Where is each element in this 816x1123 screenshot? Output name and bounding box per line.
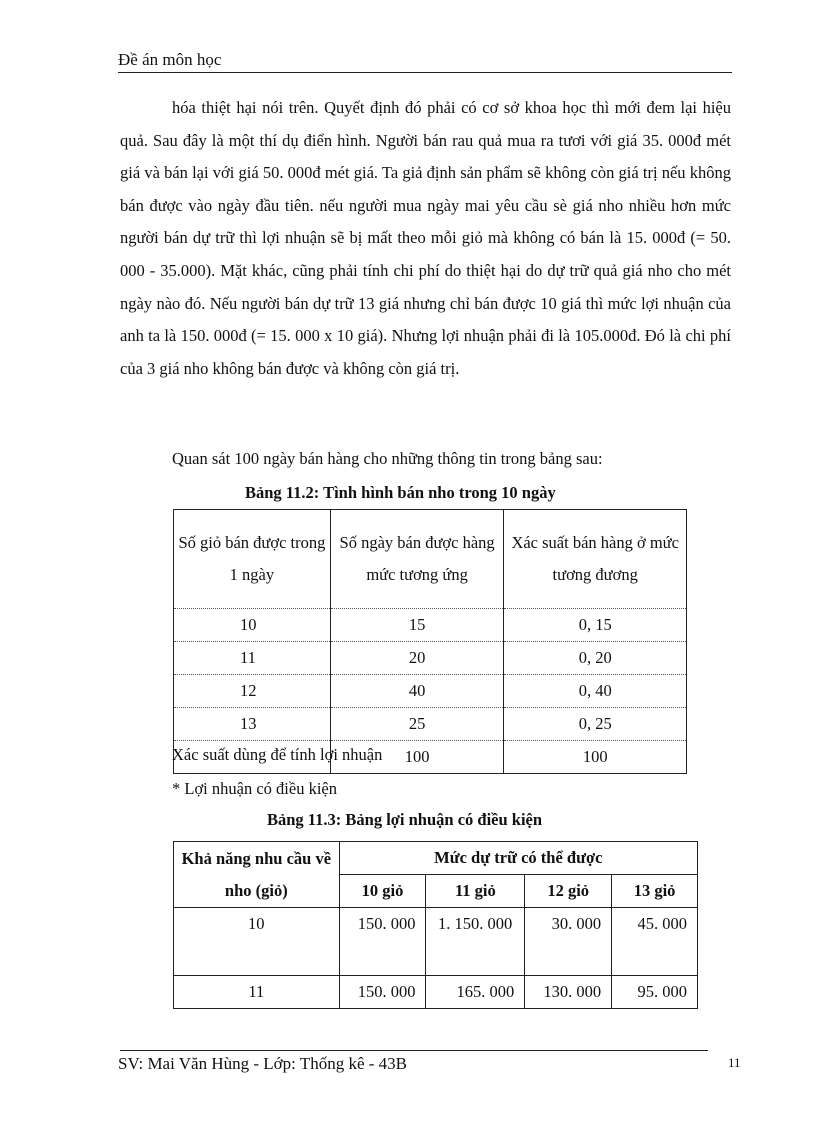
table-conditional-profit — [173, 841, 698, 1009]
table-row — [174, 609, 687, 642]
table-cell: 10 — [174, 908, 340, 976]
table2-column-header: 13 giỏ — [612, 875, 698, 908]
table2-column-header: 10 giỏ — [339, 875, 426, 908]
table-row — [174, 976, 698, 1009]
intro-text: Quan sát 100 ngày bán hàng cho những thông tin trong bảng sau: — [172, 449, 603, 468]
footer-text: SV: Mai Văn Hùng - Lớp: Thống kê - 43B — [118, 1054, 407, 1073]
body-paragraph — [120, 92, 731, 385]
page-number: 11 — [728, 1055, 741, 1070]
table-cell: 130. 000 — [525, 976, 612, 1009]
table1-header-cell: Số ngày bán được hàng mức tương ứng — [330, 510, 504, 609]
table-cell: 20 — [330, 642, 504, 675]
table-row — [174, 642, 687, 675]
table-cell: 0, 20 — [504, 642, 687, 675]
table-cell: 0, 25 — [504, 708, 687, 741]
table-cell: 100 — [330, 741, 504, 774]
page-header — [118, 50, 732, 73]
table-cell: 15 — [330, 609, 504, 642]
table-cell: 25 — [330, 708, 504, 741]
table-cell: 165. 000 — [426, 976, 525, 1009]
table-row — [174, 675, 687, 708]
table-grape-sales — [173, 509, 687, 774]
table1-caption: Bảng 11.2: Tình hình bán nho trong 10 ngày — [245, 483, 556, 502]
table-cell: 40 — [330, 675, 504, 708]
table1-header-cell: Xác suất bán hàng ở mức tương đương — [504, 510, 687, 609]
note-probability: Xác suất dùng để tính lợi nhuận — [172, 745, 383, 764]
table-row — [174, 708, 687, 741]
header-title: Đề án môn học — [118, 50, 222, 69]
table1-header-cell: Số giỏ bán được trong 1 ngày — [174, 510, 331, 609]
table2-column-header: 11 giỏ — [426, 875, 525, 908]
table-cell: 100 — [504, 741, 687, 774]
note-conditional-profit: * Lợi nhuận có điều kiện — [172, 779, 337, 798]
table2-caption: Bảng 11.3: Bảng lợi nhuận có điều kiện — [267, 810, 543, 829]
table2-header-row — [174, 842, 698, 875]
table1-header-row — [174, 510, 687, 609]
table-cell: 11 — [174, 642, 331, 675]
table-cell: 95. 000 — [612, 976, 698, 1009]
table-cell: 0, 15 — [504, 609, 687, 642]
footer-divider — [120, 1050, 708, 1051]
table2-group-header: Mức dự trữ có thể được — [339, 842, 697, 875]
table-cell: 45. 000 — [612, 908, 698, 976]
paragraph-text: hóa thiệt hại nói trên. Quyết định đó phải có cơ sở khoa học thì mới đem lại hiệu quả. Sau đây là một thí dụ điển hình. Người bán rau quả mua ra tươi với giá 35. 000đ mét giá và bán lại với giá 50. 000đ mét giá. Ta giả định sản phẩm sẽ không còn giá trị nếu không bán được vào ngày đầu tiên. nếu người mua ngày mai yêu cầu sè giá nho nhiều hơn mức người bán dự trữ thì lợi nhuận sẽ bị mất theo mỗi giỏ mà không có bán là 15. 000đ (= 50. 000 - 35.000). Mặt khác, cũng phải tính chi phí do thiệt hại do dự trữ quả giá nho cho mét ngày nào đó. Nếu người bán dự trữ 13 giá nhưng chỉ bán được 10 giá thì mức lợi nhuận của anh ta là 150. 000đ (= 15. 000 x 10 giá). Nhưng lợi nhuận phải đi là 105.000đ. Đó là chi phí của 3 giá nho không bán được và không còn giá trị. — [120, 98, 731, 378]
table-cell: 10 — [174, 609, 331, 642]
table-cell: 30. 000 — [525, 908, 612, 976]
table-cell: 12 — [174, 675, 331, 708]
table-cell: 0, 40 — [504, 675, 687, 708]
table2-column-header: 12 giỏ — [525, 875, 612, 908]
table-cell: 150. 000 — [339, 908, 426, 976]
table-cell: 13 — [174, 708, 331, 741]
table-cell: 1. 150. 000 — [426, 908, 525, 976]
table-cell: 150. 000 — [339, 976, 426, 1009]
table-row — [174, 908, 698, 976]
table2-row-header: Khả năng nhu cầu về nho (giỏ) — [174, 842, 340, 908]
table-cell: 11 — [174, 976, 340, 1009]
